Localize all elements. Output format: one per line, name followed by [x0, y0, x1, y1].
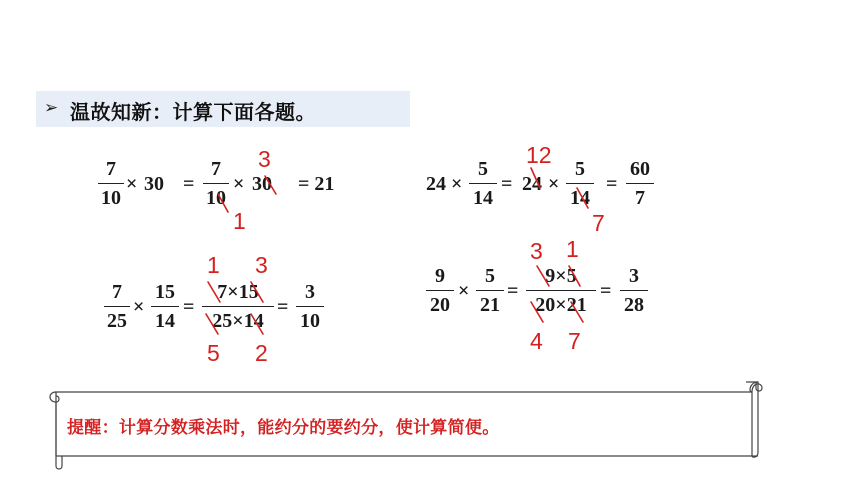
- number: 30: [144, 173, 164, 195]
- fraction: 7×15 25×14: [202, 281, 274, 332]
- strike-mark: [569, 266, 580, 286]
- result-fraction: 3 28: [620, 265, 648, 316]
- equals-sign: =: [277, 296, 289, 318]
- tip-text: 提醒：计算分数乘法时，能约分的要约分，使计算简便。: [67, 418, 500, 438]
- result-fraction: 60 7: [626, 158, 654, 209]
- reduced-denominator: 7: [592, 210, 605, 236]
- strike-mark: [571, 302, 583, 322]
- reduced-factor: 1: [566, 236, 579, 262]
- arrow-bullet-icon: ➢: [44, 98, 59, 118]
- fraction: 9×5 20×21: [526, 265, 596, 316]
- fraction: 5 14: [566, 158, 594, 209]
- strike-mark: [265, 176, 276, 194]
- equals-sign: =: [507, 280, 519, 302]
- strike-mark: [206, 314, 218, 334]
- result-fraction: 3 10: [296, 281, 324, 332]
- number: 24: [426, 173, 446, 195]
- strike-mark: [537, 266, 549, 286]
- result: = 21: [298, 173, 335, 195]
- times-sign: ×: [451, 173, 463, 195]
- reduced-factor: 3: [530, 238, 543, 264]
- reduced-factor: 1: [207, 252, 220, 278]
- reduced-factor: 3: [255, 252, 268, 278]
- reduced-factor: 5: [207, 340, 220, 366]
- times-sign: ×: [548, 173, 560, 195]
- number: 30: [252, 173, 272, 195]
- reduced-factor: 7: [568, 328, 581, 354]
- fraction: 7 10: [98, 158, 124, 209]
- fraction: 15 14: [151, 281, 179, 332]
- times-sign: ×: [133, 296, 145, 318]
- number: 24: [522, 173, 542, 195]
- reduced-numerator: 3: [258, 146, 271, 172]
- strike-mark: [251, 282, 263, 302]
- equals-sign: =: [183, 173, 195, 195]
- strike-mark: [577, 188, 588, 208]
- strike-mark: [531, 168, 540, 188]
- strike-mark: [208, 282, 220, 302]
- reduced-factor: 4: [530, 328, 543, 354]
- times-sign: ×: [233, 173, 245, 195]
- section-title: 温故知新：计算下面各题。: [70, 100, 316, 124]
- equals-sign: =: [600, 280, 612, 302]
- strike-mark: [251, 314, 263, 334]
- equals-sign: =: [606, 173, 618, 195]
- equals-sign: =: [183, 296, 195, 318]
- strike-mark: [531, 302, 543, 322]
- fraction: 9 20: [426, 265, 454, 316]
- fraction: 7 25: [104, 281, 130, 332]
- fraction: 7 10: [203, 158, 229, 209]
- reduced-denominator: 1: [233, 208, 246, 234]
- times-sign: ×: [458, 280, 470, 302]
- fraction: 5 21: [476, 265, 504, 316]
- reduced-factor: 12: [526, 142, 552, 168]
- times-sign: ×: [126, 173, 138, 195]
- equals-sign: =: [501, 173, 513, 195]
- reduced-factor: 2: [255, 340, 268, 366]
- fraction: 5 14: [469, 158, 497, 209]
- strike-mark: [218, 194, 228, 212]
